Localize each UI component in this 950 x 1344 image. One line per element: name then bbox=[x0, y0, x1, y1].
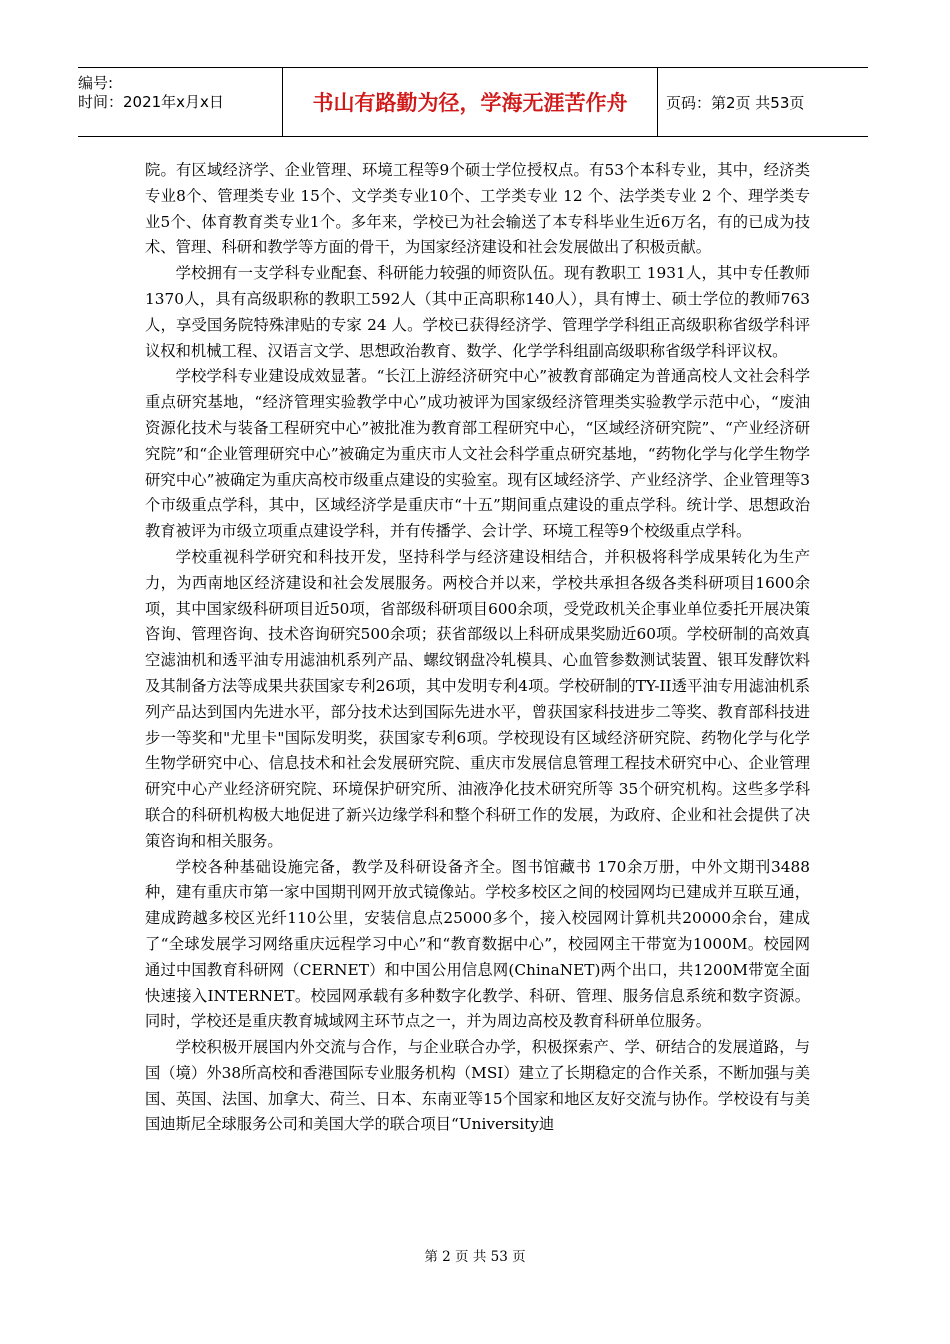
paragraph-cooperation: 学校积极开展国内外交流与合作，与企业联合办学，积极探索产、学、研结合的发展道路，与国（境）外38所高校和香港国际专业服务机构（MSI）建立了长期稳定的合作关系，不断加强与美国、英国、法国、加拿大、荷兰、日本、东南亚等15个国家和地区友好交流与协作。学校设有与美国迪斯尼全球服务公司和美国大学的联合项目“University迪 bbox=[145, 1038, 810, 1134]
page-footer: 第 2 页 共 53 页 bbox=[424, 1249, 526, 1265]
header-motto: 书山有路勤为径，学海无涯苦作舟 bbox=[283, 68, 658, 136]
paragraph-facilities: 学校各种基础设施完备，教学及科研设备齐全。图书馆藏书 170余万册，中外文期刊3488种，建有重庆市第一家中国期刊网开放式镜像站。学校多校区之间的校园网均已建成并互联互通，建成跨越多校区光纤110公里，安装信息点25000多个，接入校园网计算机共20000余台，建成了“全球发展学习网络重庆远程学习中心”和“教育数据中心”，校园网主干带宽为1000M。校园网通过中国教育科研网（CERNET）和中国公用信息网(ChinaNET)两个出口，共1200M带宽全面快速接入INTERNET。校园网承载有多种数字化教学、科研、管理、服务信息系统和数字资源。同时，学校还是重庆教育城域网主环节点之一，并为周边高校及教育科研单位服务。 bbox=[145, 857, 810, 1031]
paragraph-disciplines: 学校学科专业建设成效显著。“长江上游经济研究中心”被教育部确定为普通高校人文社会科学重点研究基地，“经济管理实验教学中心”成功被评为国家级经济管理类实验教学示范中心，“废油资源化技术与装备工程研究中心”被批准为教育部工程研究中心，“区域经济研究院”、“产业经济研究院”和“企业管理研究中心”被确定为重庆市人文社会科学重点研究基地，“药物化学与化学生物学研究中心”被确定为重庆高校市级重点建设的实验室。现有区域经济学、产业经济学、企业管理等3个市级重点学科，其中，区域经济学是重庆市“十五”期间重点建设的重点学科。统计学、思想政治教育被评为市级立项重点建设学科，并有传播学、会计学、环境工程等9个校级重点学科。 bbox=[145, 367, 810, 541]
page-header bbox=[78, 67, 868, 137]
paragraph-faculty: 学校拥有一支学科专业配套、科研能力较强的师资队伍。现有教职工 1931人，其中专任教师1370人，具有高级职称的教职工592人（其中正高职称140人），具有博士、硕士学位的教师763人，享受国务院特殊津贴的专家 24 人。学校已获得经济学、管理学学科组正高级职称省级学科评议权和机械工程、汉语言文学、思想政治教育、数学、化学学科组副高级职称省级学科评议权。 bbox=[145, 264, 810, 360]
header-page-info: 页码：第2页 共53页 bbox=[666, 93, 805, 112]
document-body bbox=[145, 158, 810, 1138]
document-number-label: 编号: bbox=[78, 74, 114, 92]
paragraph-continued: 院。有区域经济学、企业管理、环境工程等9个硕士学位授权点。有53个本科专业，其中，经济类专业8个、管理类专业 15个、文学类专业10个、工学类专业 12 个、法学类专业 2 个、理学类专业5个、体育教育类专业1个。多年来，学校已为社会输送了本专科毕业生近6万名，有的已成为技术、管理、科研和教学等方面的骨干，为国家经济建设和社会发展做出了积极贡献。 bbox=[145, 161, 810, 257]
paragraph-research: 学校重视科学研究和科技开发，坚持科学与经济建设相结合，并积极将科学成果转化为生产力，为西南地区经济建设和社会发展服务。两校合并以来，学校共承担各级各类科研项目1600余项，其中国家级科研项目近50项，省部级科研项目600余项，受党政机关企事业单位委托开展决策咨询、管理咨询、技术咨询研究500余项；获省部级以上科研成果奖励近60项。学校研制的高效真空滤油机和透平油专用滤油机系列产品、螺纹钢盘冷轧模具、心血管参数测试装置、银耳发酵饮料及其制备方法等成果共获国家专利26项，其中发明专利4项。学校研制的TY-II透平油专用滤油机系列产品达到国内先进水平，部分技术达到国际先进水平，曾获国家科技进步二等奖、教育部科技进步一等奖和"尤里卡"国际发明奖，获国家专利6项。学校现设有区域经济研究院、药物化学与化学生物学研究中心、信息技术和社会发展研究院、重庆市发展信息管理工程技术研究中心、企业管理研究中心产业经济研究院、环境保护研究所、油液净化技术研究所等 35个研究机构。这些多学科联合的科研机构极大地促进了新兴边缘学科和整个科研工作的发展，为政府、企业和社会提供了决策咨询和相关服务。 bbox=[145, 547, 810, 850]
document-time-label: 时间：2021年x月x日 bbox=[78, 93, 224, 111]
header-meta bbox=[78, 68, 283, 136]
